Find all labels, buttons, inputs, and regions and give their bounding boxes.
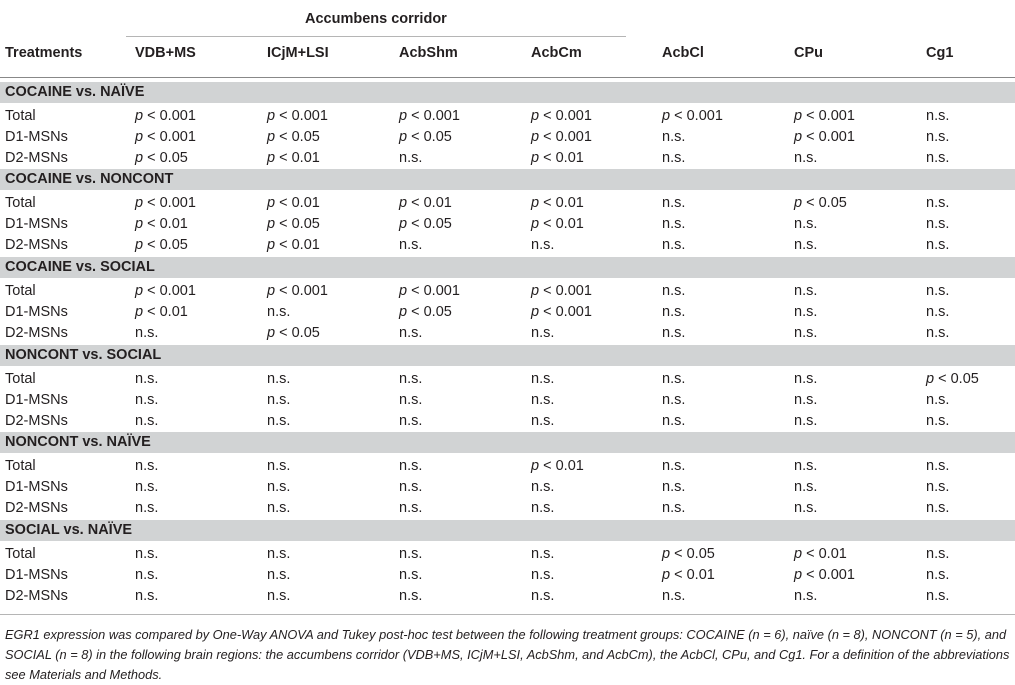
table-cell: n.s. bbox=[662, 325, 686, 341]
table-cell: p < 0.01 bbox=[399, 195, 452, 211]
group-header bbox=[0, 520, 1015, 541]
table-cell: n.s. bbox=[399, 479, 423, 495]
table-cell: n.s. bbox=[531, 325, 555, 341]
table-cell: n.s. bbox=[135, 546, 159, 562]
col-header-cg1: Cg1 bbox=[926, 45, 954, 61]
table-cell: n.s. bbox=[267, 500, 291, 516]
table-cell: n.s. bbox=[794, 237, 818, 253]
table-bottom-rule bbox=[0, 614, 1015, 615]
table-cell: p < 0.01 bbox=[794, 546, 847, 562]
col-header-icjm-lsi: ICjM+LSI bbox=[267, 45, 329, 61]
table-cell: p < 0.001 bbox=[135, 283, 196, 299]
table-cell: n.s. bbox=[399, 588, 423, 604]
table-cell: n.s. bbox=[926, 195, 950, 211]
table-cell: n.s. bbox=[926, 413, 950, 429]
table-cell: n.s. bbox=[135, 458, 159, 474]
table-cell: p < 0.05 bbox=[926, 371, 979, 387]
table-cell: p < 0.01 bbox=[662, 567, 715, 583]
table-cell: n.s. bbox=[135, 413, 159, 429]
table-cell: n.s. bbox=[926, 546, 950, 562]
row-label: D2-MSNs bbox=[5, 588, 68, 604]
table-cell: n.s. bbox=[794, 283, 818, 299]
table-cell: n.s. bbox=[135, 588, 159, 604]
row-label: Total bbox=[5, 108, 36, 124]
group-title: SOCIAL vs. NAÏVE bbox=[5, 522, 133, 538]
table-cell: n.s. bbox=[531, 413, 555, 429]
table-cell: p < 0.05 bbox=[662, 546, 715, 562]
table-cell: n.s. bbox=[926, 500, 950, 516]
row-label: D2-MSNs bbox=[5, 237, 68, 253]
table-cell: n.s. bbox=[399, 413, 423, 429]
table-cell: p < 0.001 bbox=[531, 283, 592, 299]
table-cell: p < 0.001 bbox=[267, 108, 328, 124]
table-cell: p < 0.05 bbox=[399, 304, 452, 320]
table-cell: p < 0.01 bbox=[135, 304, 188, 320]
table-cell: n.s. bbox=[399, 458, 423, 474]
table-cell: n.s. bbox=[531, 500, 555, 516]
table-cell: n.s. bbox=[399, 392, 423, 408]
group-header bbox=[0, 257, 1015, 278]
table-cell: n.s. bbox=[662, 216, 686, 232]
row-label: Total bbox=[5, 546, 36, 562]
group-title: NONCONT vs. SOCIAL bbox=[5, 347, 162, 363]
table-cell: p < 0.05 bbox=[135, 150, 188, 166]
table-cell: n.s. bbox=[794, 588, 818, 604]
table-cell: n.s. bbox=[135, 325, 159, 341]
table-cell: n.s. bbox=[794, 479, 818, 495]
table-cell: n.s. bbox=[662, 588, 686, 604]
table-cell: n.s. bbox=[399, 325, 423, 341]
table-cell: p < 0.001 bbox=[531, 129, 592, 145]
col-header-acbshm: AcbShm bbox=[399, 45, 458, 61]
table-cell: p < 0.05 bbox=[399, 216, 452, 232]
table-cell: n.s. bbox=[662, 458, 686, 474]
table-cell: p < 0.001 bbox=[531, 304, 592, 320]
col-header-cpu: CPu bbox=[794, 45, 823, 61]
table-cell: n.s. bbox=[794, 325, 818, 341]
table-cell: n.s. bbox=[662, 195, 686, 211]
table-cell: n.s. bbox=[399, 567, 423, 583]
table-cell: n.s. bbox=[926, 458, 950, 474]
table-cell: n.s. bbox=[926, 325, 950, 341]
table-cell: n.s. bbox=[135, 371, 159, 387]
row-label: Total bbox=[5, 458, 36, 474]
accumbens-corridor-label: Accumbens corridor bbox=[305, 11, 447, 27]
table-cell: n.s. bbox=[531, 479, 555, 495]
table-cell: p < 0.001 bbox=[399, 283, 460, 299]
table-footnote: EGR1 expression was compared by One-Way ANOVA and Tukey post-hoc test between the following treatment groups: COCAINE (n = 6), naïve (n = 8), NONCONT (n = 5), and SOCIAL (n = 8) in the following brain regions: the accumbens corridor (VDB+MS, ICjM+LSI, AcbShm, and AcbCm), the AcbCl, CPu, and Cg1. For a definition of the abbreviations see Materials and Methods. bbox=[5, 627, 1010, 682]
table-cell: n.s. bbox=[794, 150, 818, 166]
table-cell: n.s. bbox=[531, 237, 555, 253]
table-cell: n.s. bbox=[794, 413, 818, 429]
table-cell: n.s. bbox=[662, 371, 686, 387]
table-cell: p < 0.05 bbox=[267, 216, 320, 232]
table-cell: p < 0.01 bbox=[531, 195, 584, 211]
table-cell: n.s. bbox=[794, 216, 818, 232]
table-cell: n.s. bbox=[926, 304, 950, 320]
table-cell: n.s. bbox=[267, 588, 291, 604]
table-cell: p < 0.01 bbox=[267, 195, 320, 211]
table-cell: n.s. bbox=[399, 371, 423, 387]
row-label: D2-MSNs bbox=[5, 150, 68, 166]
table-cell: n.s. bbox=[399, 500, 423, 516]
table-cell: n.s. bbox=[135, 567, 159, 583]
table-cell: n.s. bbox=[267, 413, 291, 429]
table-cell: p < 0.001 bbox=[135, 129, 196, 145]
table-cell: p < 0.01 bbox=[531, 216, 584, 232]
table-cell: n.s. bbox=[135, 500, 159, 516]
table-cell: n.s. bbox=[662, 283, 686, 299]
table-cell: p < 0.01 bbox=[267, 150, 320, 166]
accumbens-corridor-rule bbox=[126, 36, 626, 37]
table-cell: p < 0.01 bbox=[267, 237, 320, 253]
table-cell: p < 0.01 bbox=[135, 216, 188, 232]
group-header bbox=[0, 169, 1015, 190]
row-label: D2-MSNs bbox=[5, 325, 68, 341]
row-label: D1-MSNs bbox=[5, 216, 68, 232]
table-cell: n.s. bbox=[531, 588, 555, 604]
table-cell: p < 0.001 bbox=[794, 108, 855, 124]
group-title: COCAINE vs. SOCIAL bbox=[5, 259, 155, 275]
table-cell: p < 0.05 bbox=[267, 325, 320, 341]
group-title: NONCONT vs. NAÏVE bbox=[5, 434, 151, 450]
table-cell: n.s. bbox=[794, 458, 818, 474]
table-cell: n.s. bbox=[662, 304, 686, 320]
table-cell: n.s. bbox=[926, 237, 950, 253]
table-cell: n.s. bbox=[267, 567, 291, 583]
row-label: D1-MSNs bbox=[5, 567, 68, 583]
table-cell: n.s. bbox=[926, 588, 950, 604]
table-cell: n.s. bbox=[135, 479, 159, 495]
table-cell: n.s. bbox=[662, 129, 686, 145]
table-cell: n.s. bbox=[399, 237, 423, 253]
table-cell: n.s. bbox=[794, 304, 818, 320]
table-cell: p < 0.05 bbox=[399, 129, 452, 145]
table-cell: n.s. bbox=[531, 392, 555, 408]
table-cell: p < 0.001 bbox=[399, 108, 460, 124]
table-cell: n.s. bbox=[531, 546, 555, 562]
table-cell: p < 0.001 bbox=[794, 567, 855, 583]
table-cell: p < 0.05 bbox=[135, 237, 188, 253]
table-cell: n.s. bbox=[926, 479, 950, 495]
table-cell: n.s. bbox=[662, 500, 686, 516]
table-cell: p < 0.001 bbox=[135, 195, 196, 211]
row-label: D1-MSNs bbox=[5, 479, 68, 495]
row-label: D1-MSNs bbox=[5, 392, 68, 408]
col-header-acbcl: AcbCl bbox=[662, 45, 704, 61]
row-label: D2-MSNs bbox=[5, 500, 68, 516]
row-label: Total bbox=[5, 283, 36, 299]
table-cell: p < 0.01 bbox=[531, 458, 584, 474]
group-header bbox=[0, 432, 1015, 453]
table-cell: n.s. bbox=[662, 150, 686, 166]
table-cell: n.s. bbox=[531, 567, 555, 583]
header-rule bbox=[0, 77, 1015, 78]
table-cell: n.s. bbox=[926, 216, 950, 232]
table-cell: n.s. bbox=[794, 392, 818, 408]
col-header-treatments: Treatments bbox=[5, 45, 83, 61]
group-title: COCAINE vs. NAÏVE bbox=[5, 84, 145, 100]
table-cell: n.s. bbox=[531, 371, 555, 387]
table-cell: n.s. bbox=[662, 392, 686, 408]
table-cell: n.s. bbox=[926, 150, 950, 166]
table-cell: n.s. bbox=[662, 479, 686, 495]
table-cell: n.s. bbox=[267, 546, 291, 562]
table-cell: n.s. bbox=[926, 392, 950, 408]
table-cell: p < 0.001 bbox=[135, 108, 196, 124]
table-cell: n.s. bbox=[926, 108, 950, 124]
table-cell: n.s. bbox=[135, 392, 159, 408]
table-cell: p < 0.05 bbox=[267, 129, 320, 145]
table-cell: p < 0.01 bbox=[531, 150, 584, 166]
col-header-acbcm: AcbCm bbox=[531, 45, 582, 61]
table-cell: n.s. bbox=[399, 150, 423, 166]
row-label: Total bbox=[5, 195, 36, 211]
col-header-vdb-ms: VDB+MS bbox=[135, 45, 196, 61]
row-label: D1-MSNs bbox=[5, 129, 68, 145]
table-cell: n.s. bbox=[662, 237, 686, 253]
table-cell: n.s. bbox=[794, 371, 818, 387]
table-cell: p < 0.001 bbox=[794, 129, 855, 145]
table-cell: n.s. bbox=[662, 413, 686, 429]
table-cell: p < 0.001 bbox=[267, 283, 328, 299]
table-cell: n.s. bbox=[267, 479, 291, 495]
group-header bbox=[0, 82, 1015, 103]
table-cell: n.s. bbox=[267, 371, 291, 387]
table-cell: p < 0.001 bbox=[662, 108, 723, 124]
group-header bbox=[0, 345, 1015, 366]
table-cell: n.s. bbox=[926, 129, 950, 145]
group-title: COCAINE vs. NONCONT bbox=[5, 171, 174, 187]
table-cell: n.s. bbox=[794, 500, 818, 516]
table-cell: n.s. bbox=[267, 304, 291, 320]
table-cell: p < 0.05 bbox=[794, 195, 847, 211]
table-cell: n.s. bbox=[399, 546, 423, 562]
table-cell: n.s. bbox=[926, 567, 950, 583]
table-cell: n.s. bbox=[267, 458, 291, 474]
table-cell: p < 0.001 bbox=[531, 108, 592, 124]
row-label: D1-MSNs bbox=[5, 304, 68, 320]
row-label: D2-MSNs bbox=[5, 413, 68, 429]
row-label: Total bbox=[5, 371, 36, 387]
table-cell: n.s. bbox=[267, 392, 291, 408]
table-cell: n.s. bbox=[926, 283, 950, 299]
